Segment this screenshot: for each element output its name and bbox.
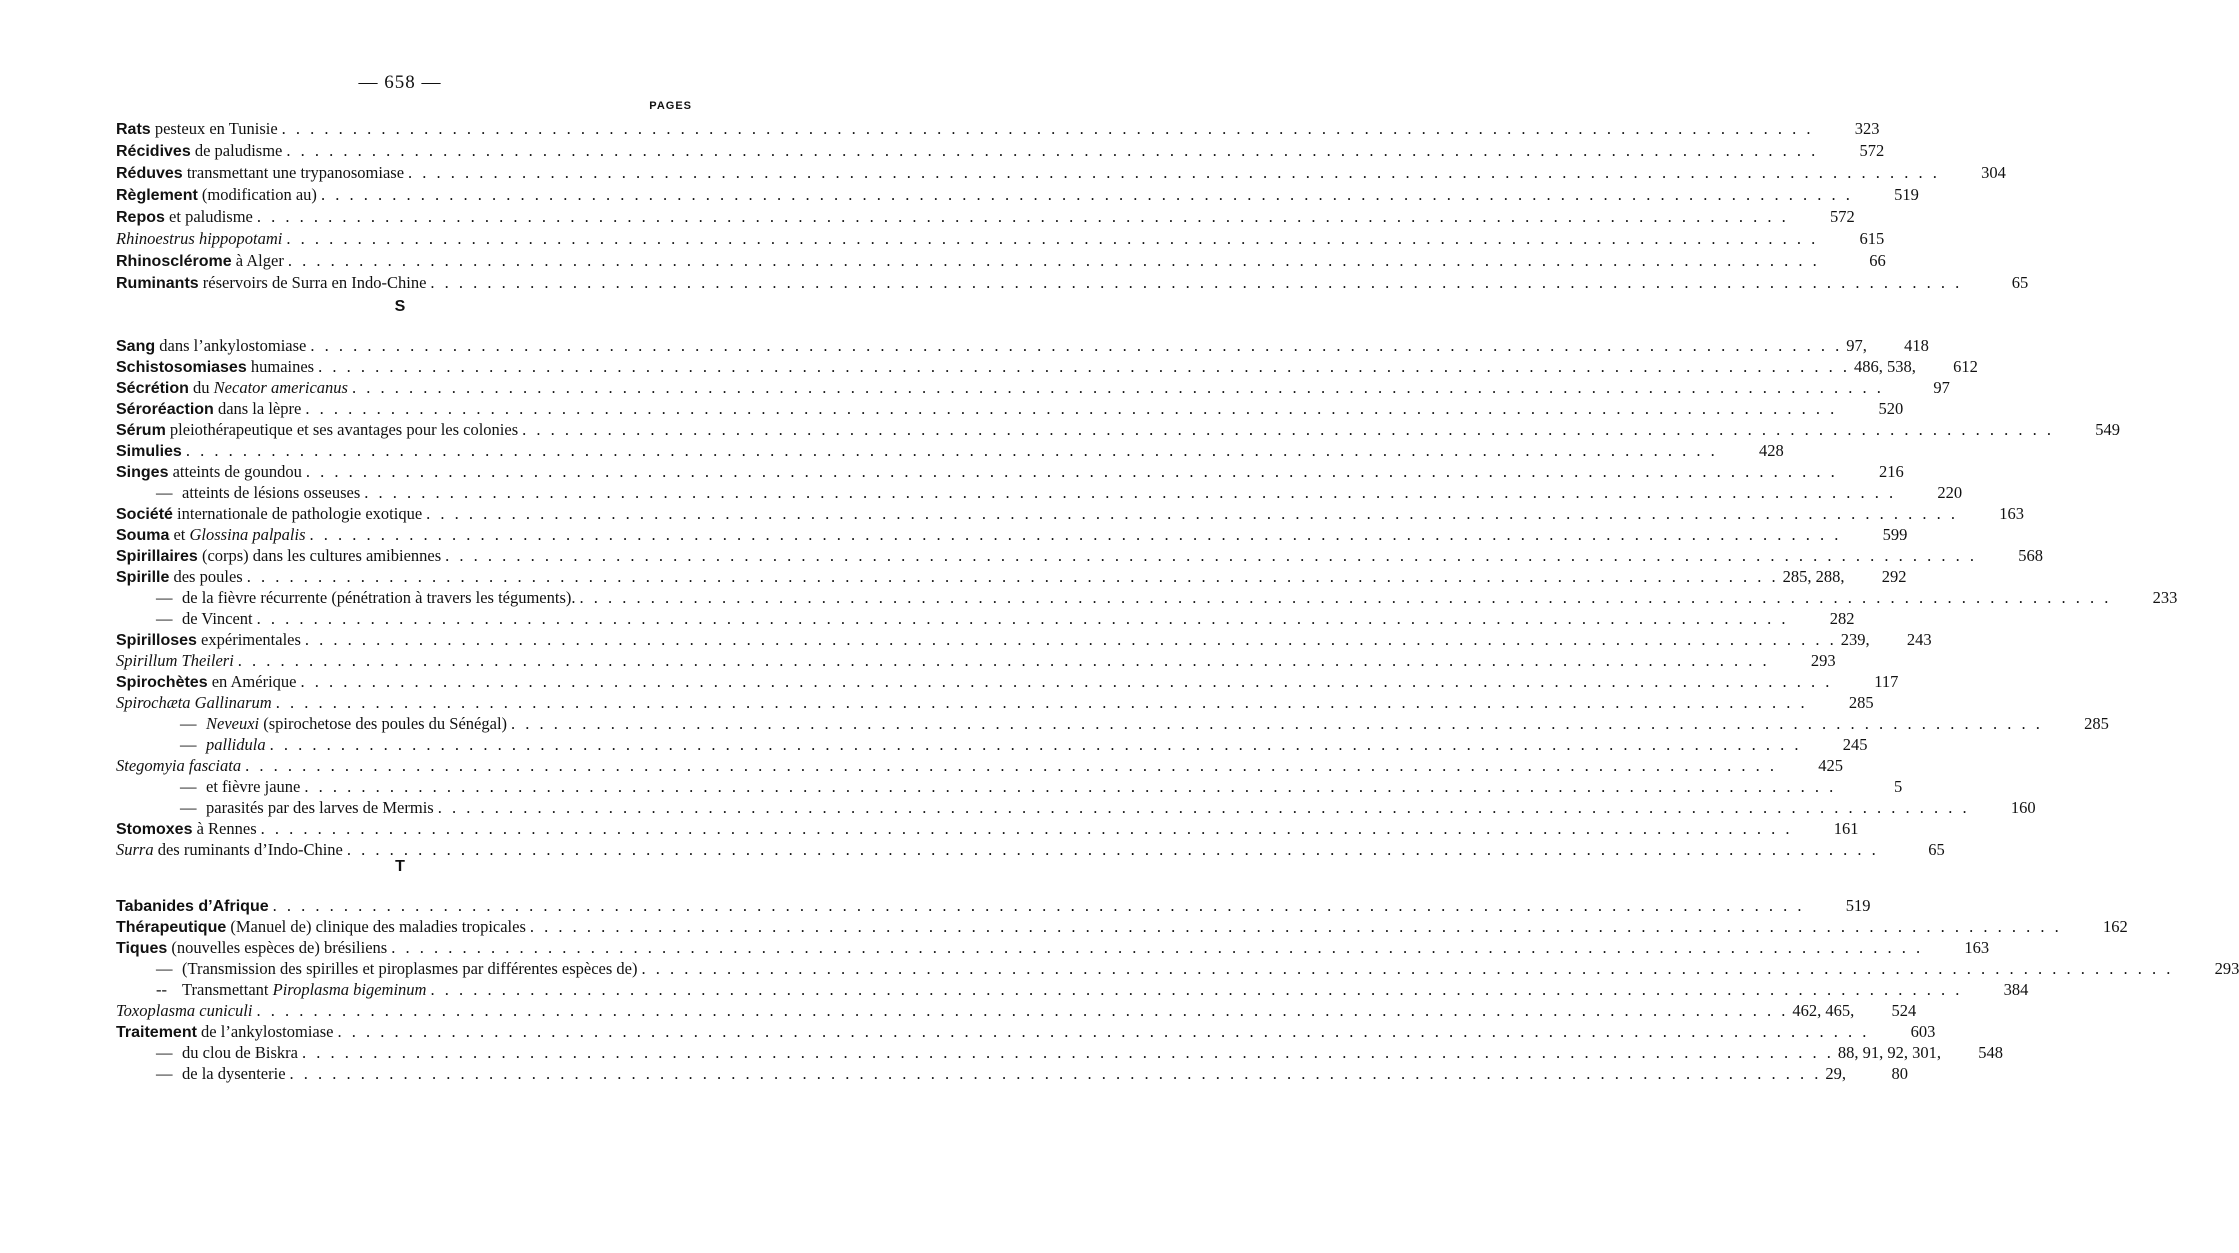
entry-description: à Rennes	[192, 819, 257, 838]
entry-page: 599	[1882, 525, 1908, 544]
entry-keyword: Rats	[116, 121, 151, 138]
entry-keyword: Spirille	[116, 569, 170, 586]
entry-page: 292	[1881, 567, 1907, 586]
entry-description: (modification au)	[197, 185, 317, 204]
entry-description: dans la lèpre	[213, 399, 302, 418]
entry-text	[180, 797, 434, 819]
entry-extra-pages: 97,	[1846, 336, 1867, 355]
entry-dash: —	[156, 588, 173, 607]
index-entry	[116, 734, 1868, 756]
entry-description: réservoirs de Surra en Indo-Chine	[198, 273, 427, 292]
entry-text	[116, 398, 301, 421]
entry-extra-pages: 462, 465,	[1792, 1001, 1855, 1020]
entry-keyword: Ruminants	[116, 275, 199, 292]
entry-text	[116, 839, 343, 861]
index-entry	[116, 650, 1836, 672]
leader-dots	[272, 692, 1812, 714]
entry-text	[116, 524, 306, 547]
entry-page: 162	[2103, 917, 2128, 936]
entry-text	[116, 503, 422, 526]
entry-page: 524	[1891, 1001, 1917, 1020]
entry-page: 117	[1874, 672, 1899, 691]
index-entry	[116, 566, 1907, 588]
entry-page: 245	[1842, 735, 1868, 754]
entry-text	[116, 692, 272, 714]
entry-page: 572	[1830, 207, 1855, 226]
leader-dots	[253, 206, 1793, 228]
entry-italic-term: Glossina palpalis	[189, 525, 306, 544]
entry-dash: --	[156, 980, 167, 999]
entry-text	[180, 776, 300, 798]
leader-dots	[266, 734, 1806, 756]
entry-dash: —	[156, 959, 173, 978]
page-number: — 658 —	[358, 72, 442, 93]
section-letter-s: S	[394, 298, 406, 315]
index-entry	[116, 1063, 1909, 1085]
entry-page: 66	[1869, 251, 1886, 270]
entry-page: 520	[1878, 399, 1904, 418]
entry-description: (Manuel de) clinique des maladies tropicales	[226, 917, 526, 936]
entry-dash: —	[156, 1064, 173, 1083]
entry-text	[116, 937, 387, 960]
leader-dots	[576, 587, 2116, 609]
index-entry	[116, 377, 1950, 399]
entry-text	[116, 118, 278, 141]
index-entry	[116, 916, 2128, 938]
entry-italic-term: Neveuxi	[206, 714, 260, 733]
entry-page: 568	[2018, 546, 2044, 565]
entry-keyword: Réduves	[116, 165, 183, 182]
entry-page: 160	[2010, 798, 2036, 817]
index-entry	[116, 1021, 1936, 1043]
entry-page: 548	[1978, 1043, 2003, 1062]
entry-italic-term: Toxoplasma cuniculi	[116, 1001, 253, 1020]
leader-dots	[252, 1000, 1792, 1022]
entry-text	[116, 755, 241, 777]
entry-keyword: Règlement	[116, 187, 198, 204]
entry-keyword: Récidives	[116, 143, 191, 160]
leader-dots	[243, 566, 1783, 588]
entry-keyword: Souma	[116, 527, 170, 544]
leader-dots	[637, 958, 2177, 980]
leader-dots	[282, 228, 1822, 250]
leader-dots	[253, 608, 1793, 630]
entry-page: 243	[1906, 630, 1932, 649]
entry-keyword: Séroréaction	[116, 401, 214, 418]
leader-dots	[234, 650, 1774, 672]
leader-dots	[360, 482, 1900, 504]
leader-dots	[301, 629, 1841, 651]
entry-italic-term: Spirillum Theileri	[116, 651, 234, 670]
index-entry	[116, 335, 1929, 357]
index-entry	[116, 937, 1990, 959]
entry-description: du clou de Biskra	[182, 1043, 298, 1062]
section-letter-t: T	[395, 858, 405, 875]
index-entry	[116, 461, 1904, 483]
entry-keyword: Thérapeutique	[116, 919, 227, 936]
index-entry	[116, 524, 1908, 546]
entry-extra-pages: 29,	[1825, 1064, 1847, 1083]
entry-text	[156, 1042, 298, 1064]
entry-page: 293	[2214, 959, 2239, 978]
leader-dots	[282, 140, 1822, 162]
index-entry	[116, 818, 1859, 840]
entry-description: dans l’ankylostomiase	[155, 336, 307, 355]
entry-page: 304	[1981, 163, 2006, 182]
leader-dots	[284, 250, 1824, 272]
index-entry	[116, 1042, 2003, 1064]
entry-description: du	[188, 378, 214, 397]
entry-text	[116, 650, 234, 672]
entry-text	[180, 713, 507, 735]
entry-description: en Amérique	[207, 672, 297, 691]
index-entry	[116, 671, 1899, 693]
entry-page: 425	[1818, 756, 1843, 775]
leader-dots	[182, 440, 1722, 462]
entry-page: 80	[1891, 1064, 1909, 1083]
leader-dots	[387, 937, 1927, 959]
index-entry	[116, 250, 1886, 272]
leader-dots	[306, 335, 1846, 357]
entry-text	[156, 979, 426, 1001]
entry-page: 65	[1928, 840, 1945, 859]
leader-dots	[302, 461, 1842, 483]
index-entry	[116, 895, 1871, 917]
index-entry	[116, 272, 2029, 294]
entry-keyword: Simulies	[116, 443, 182, 460]
entry-description: Transmettant	[182, 980, 273, 999]
leader-dots	[241, 755, 1781, 777]
entry-page: 428	[1758, 441, 1784, 460]
entry-text	[116, 545, 441, 568]
index-entry	[116, 398, 1904, 420]
leader-dots	[348, 377, 1888, 399]
entry-text	[116, 228, 282, 250]
leader-dots	[441, 545, 1981, 567]
entry-description: atteints de goundou	[168, 462, 302, 481]
entry-keyword: Spirochètes	[116, 674, 208, 691]
entry-keyword: Stomoxes	[116, 821, 193, 838]
entry-description: (nouvelles espèces de) brésiliens	[167, 938, 388, 957]
entry-keyword: Tiques	[116, 940, 168, 957]
entry-text	[116, 272, 426, 295]
entry-description: internationale de pathologie exotique	[172, 504, 423, 523]
leader-dots	[426, 272, 1966, 294]
entry-text	[156, 958, 637, 980]
entry-text	[116, 162, 404, 185]
index-entry	[116, 755, 1843, 777]
entry-page: 282	[1829, 609, 1855, 628]
entry-page: 603	[1910, 1022, 1936, 1041]
entry-dash: —	[180, 777, 197, 796]
entry-keyword: Sang	[116, 338, 156, 355]
leader-dots	[269, 895, 1809, 917]
leader-dots	[301, 398, 1841, 420]
index-entry	[116, 118, 1880, 140]
index-entry	[116, 979, 2029, 1001]
entry-text	[116, 206, 253, 229]
entry-description: expérimentales	[196, 630, 301, 649]
entry-text	[116, 1000, 252, 1022]
entry-dash: —	[180, 798, 197, 817]
leader-dots	[526, 916, 2066, 938]
leader-dots	[518, 419, 2058, 441]
entry-italic-term: pallidula	[206, 735, 266, 754]
index-entry	[116, 958, 2239, 980]
index-entry	[116, 797, 2036, 819]
entry-text	[116, 140, 282, 163]
entry-text	[156, 587, 576, 609]
entry-page: 65	[2011, 273, 2029, 292]
index-entry	[116, 503, 2025, 525]
index-entry	[116, 184, 1919, 206]
entry-description: de paludisme	[190, 141, 283, 160]
index-entry	[116, 587, 2178, 609]
index-entry	[116, 482, 1963, 504]
entry-page: 285	[1848, 693, 1874, 712]
entry-page: 612	[1953, 357, 1978, 376]
index-entry	[116, 419, 2121, 441]
entry-description: atteints de lésions osseuses	[182, 483, 361, 502]
entry-text	[116, 566, 243, 589]
entry-extra-pages: 239,	[1840, 630, 1870, 649]
entry-text	[116, 895, 269, 918]
entry-text	[116, 184, 317, 207]
entry-text	[180, 734, 266, 756]
entry-dash: —	[156, 609, 173, 628]
index-entry	[116, 440, 1784, 462]
index-entry	[116, 206, 1855, 228]
entry-page: 549	[2095, 420, 2121, 439]
leader-dots	[434, 797, 1974, 819]
entry-description: de la dysenterie	[182, 1064, 286, 1083]
entry-description: humaines	[246, 357, 315, 376]
entry-page: 384	[2003, 980, 2029, 999]
entry-description: transmettant une trypanosomiase	[182, 163, 405, 182]
entry-text	[156, 482, 360, 504]
entry-description: et fièvre jaune	[206, 777, 301, 796]
index-entry	[116, 629, 1932, 651]
leader-dots	[317, 184, 1857, 206]
leader-dots	[404, 162, 1944, 184]
entry-page: 285	[2084, 714, 2109, 733]
entry-text	[156, 608, 253, 630]
index-entry	[116, 713, 2109, 735]
entry-page: 418	[1904, 336, 1929, 355]
pages-column-header: PAGES	[649, 100, 692, 112]
index-entry	[116, 608, 1855, 630]
entry-description: de Vincent	[182, 609, 253, 628]
entry-text	[116, 335, 306, 358]
entry-page: 163	[1964, 938, 1990, 957]
index-entry	[116, 228, 1885, 250]
leader-dots	[298, 1042, 1838, 1064]
entry-text	[116, 356, 314, 379]
index-entry	[116, 839, 1945, 861]
entry-text	[116, 671, 296, 694]
leader-dots	[314, 356, 1854, 378]
entry-description: des poules	[169, 567, 243, 586]
entry-description: et	[169, 525, 190, 544]
entry-page: 293	[1810, 651, 1836, 670]
entry-page: 233	[2152, 588, 2178, 607]
entry-italic-term: Stegomyia fasciata	[116, 756, 242, 775]
leader-dots	[300, 776, 1840, 798]
entry-text	[116, 818, 257, 841]
entry-description: à Alger	[231, 251, 284, 270]
entry-page: 163	[1999, 504, 2025, 523]
entry-extra-pages: 486, 538,	[1853, 357, 1916, 376]
entry-text	[116, 377, 348, 400]
entry-text	[156, 1063, 286, 1085]
entry-description: pleiothérapeutique et ses avantages pour les colonies	[165, 420, 519, 439]
entry-page: 5	[1893, 777, 1903, 796]
entry-keyword: Traitement	[116, 1024, 197, 1041]
entry-text	[116, 461, 302, 484]
entry-text	[116, 250, 284, 273]
entry-keyword: Spirilloses	[116, 632, 197, 649]
entry-dash: —	[156, 1043, 173, 1062]
entry-dash: —	[156, 483, 173, 502]
entry-description: (Transmission des spirilles et piroplasmes par différentes espèces de)	[182, 959, 638, 978]
leader-dots	[343, 839, 1883, 861]
index-entry	[116, 356, 1978, 378]
index-entry	[116, 545, 2044, 567]
entry-page: 220	[1937, 483, 1963, 502]
entry-italic-term: Rhinoestrus hippopotami	[116, 229, 283, 248]
leader-dots	[306, 524, 1846, 546]
entry-italic-term: Spirochæta Gallinarum	[116, 693, 272, 712]
entry-keyword: Société	[116, 506, 173, 523]
entry-page: 519	[1845, 896, 1871, 915]
entry-text	[116, 629, 301, 652]
entry-description: (corps) dans les cultures amibiennes	[197, 546, 442, 565]
entry-keyword: Spirillaires	[116, 548, 198, 565]
entry-keyword: Tabanides d’Afrique	[116, 898, 269, 915]
leader-dots	[296, 671, 1836, 693]
entry-text	[116, 419, 518, 442]
leader-dots	[333, 1021, 1873, 1043]
index-entry	[116, 692, 1874, 714]
entry-description: (spirochetose des poules du Sénégal)	[259, 714, 508, 733]
entry-page: 519	[1894, 185, 1919, 204]
entry-page: 323	[1854, 119, 1880, 138]
entry-page: 97	[1933, 378, 1950, 397]
entry-description: parasités par des larves de Mermis	[206, 798, 434, 817]
leader-dots	[278, 118, 1818, 140]
entry-page: 572	[1859, 141, 1885, 160]
entry-italic-term: Necator americanus	[213, 378, 348, 397]
entry-page: 615	[1859, 229, 1885, 248]
index-entry	[116, 162, 2006, 184]
entry-keyword: Sécrétion	[116, 380, 189, 397]
entry-dash: —	[180, 714, 197, 733]
index-entry	[116, 776, 1903, 798]
entry-description: de l’ankylostomiase	[196, 1022, 334, 1041]
index-entry	[116, 140, 1885, 162]
leader-dots	[257, 818, 1797, 840]
entry-extra-pages: 88, 91, 92, 301,	[1837, 1043, 1941, 1062]
index-entry	[116, 1000, 1917, 1022]
entry-keyword: Schistosomiases	[116, 359, 247, 376]
leader-dots	[422, 503, 1962, 525]
entry-description: de la fièvre récurrente (pénétration à travers les téguments).	[182, 588, 576, 607]
entry-italic-term: Piroplasma bigeminum	[272, 980, 427, 999]
entry-text	[116, 916, 526, 939]
entry-keyword: Rhinosclérome	[116, 253, 232, 270]
leader-dots	[507, 713, 2047, 735]
leader-dots	[286, 1063, 1826, 1085]
entry-description: et paludisme	[164, 207, 253, 226]
entry-text	[116, 440, 182, 463]
leader-dots	[426, 979, 1966, 1001]
entry-page: 216	[1878, 462, 1904, 481]
entry-description: pesteux en Tunisie	[150, 119, 278, 138]
entry-text	[116, 1021, 333, 1044]
entry-extra-pages: 285, 288,	[1782, 567, 1845, 586]
entry-keyword: Sérum	[116, 422, 166, 439]
entry-italic-term: Surra	[116, 840, 154, 859]
entry-keyword: Repos	[116, 209, 165, 226]
entry-description: des ruminants d’Indo-Chine	[153, 840, 343, 859]
entry-keyword: Singes	[116, 464, 169, 481]
entry-page: 161	[1833, 819, 1859, 838]
entry-dash: —	[180, 735, 197, 754]
